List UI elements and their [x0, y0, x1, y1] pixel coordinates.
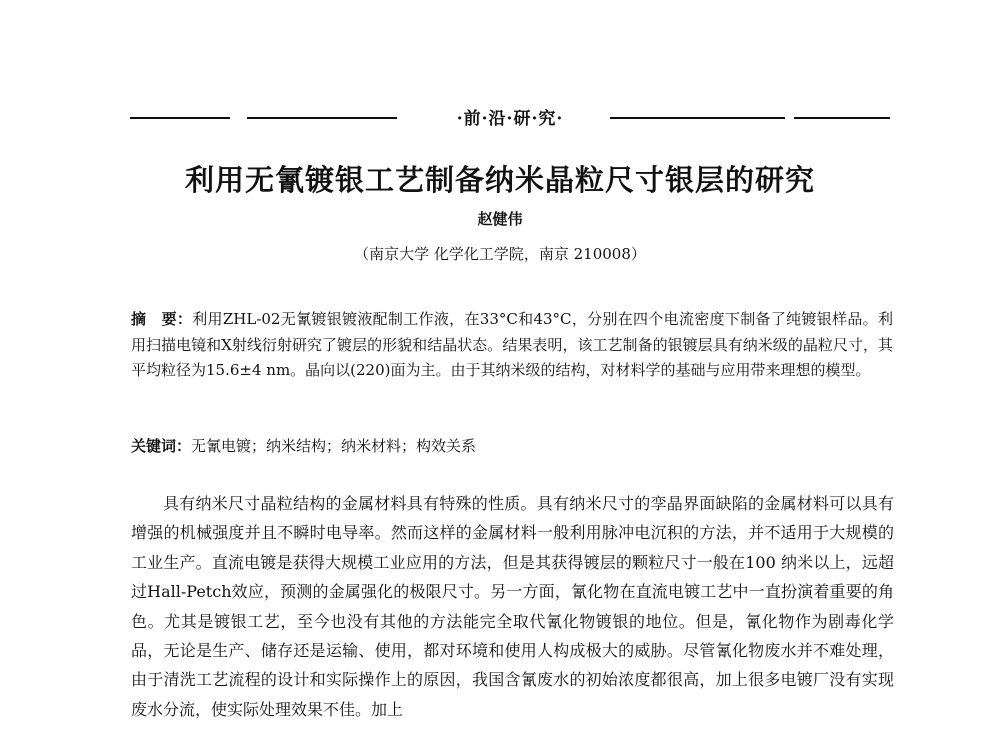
abstract [131, 307, 893, 384]
affiliation: （南京大学 化学化工学院，南京 210008） [354, 245, 646, 263]
header-rule-right-1 [610, 117, 785, 119]
abstract-label: 摘 要： [131, 310, 193, 328]
paper-title: 利用无氰镀银工艺制备纳米晶粒尺寸银层的研究 [184, 163, 815, 197]
keywords-label: 关键词： [131, 437, 192, 455]
section-header [0, 96, 1000, 136]
keywords-text: 无氰电镀；纳米结构；纳米材料；构效关系 [191, 437, 477, 455]
header-rule-right-2 [794, 117, 890, 119]
body-paragraph: 具有纳米尺寸晶粒结构的金属材料具有特殊的性质。具有纳米尺寸的孪晶界面缺陷的金属材料可以具有增强的机械强度并且不瞬时电导率。然而这样的金属材料一般利用脉冲电沉积的方法，并不适用于大规模的工业生产。直流电镀是获得大规模工业应用的方法，但是其获得镀层的颗粒尺寸一般在100 纳米以上，远超过Hall-Petch效应，预测的金属强化的极限尺寸。另一方面，氰化物在直流电镀工艺中一直扮演着重要的角色。尤其是镀银工艺，至今也没有其他的方法能完全取代氰化物镀银的地位。但是，氰化物作为剧毒化学品，无论是生产、储存还是运输、使用，都对环境和使用人构成极大的威胁。尽管氰化物废水并不难处理，由于清洗工艺流程的设计和实际操作上的原因，我国含氰废水的初始浓度都很高，加上很多电镀厂没有实现废水分流，使实际处理效果不佳。加上 [131, 494, 894, 719]
header-rule-left-1 [130, 117, 230, 119]
header-rule-left-2 [247, 117, 397, 119]
keywords [131, 434, 893, 459]
section-label: ·前·沿·研·究· [456, 109, 564, 129]
abstract-text: 利用ZHL-02无氰镀银镀液配制工作液，在33°C和43°C，分别在四个电流密度下制备了纯镀银样品。利用扫描电镜和X射线衍射研究了镀层的形貌和结晶状态。结果表明，该工艺制备的银镀层具有纳米级的晶粒尺寸，其平均粒径为15.6±4 nm。晶向以(220)面为主。由于其纳米级的结构，对材料学的基础与应用带来理想的模型。 [131, 310, 893, 379]
author: 赵健伟 [477, 210, 523, 228]
